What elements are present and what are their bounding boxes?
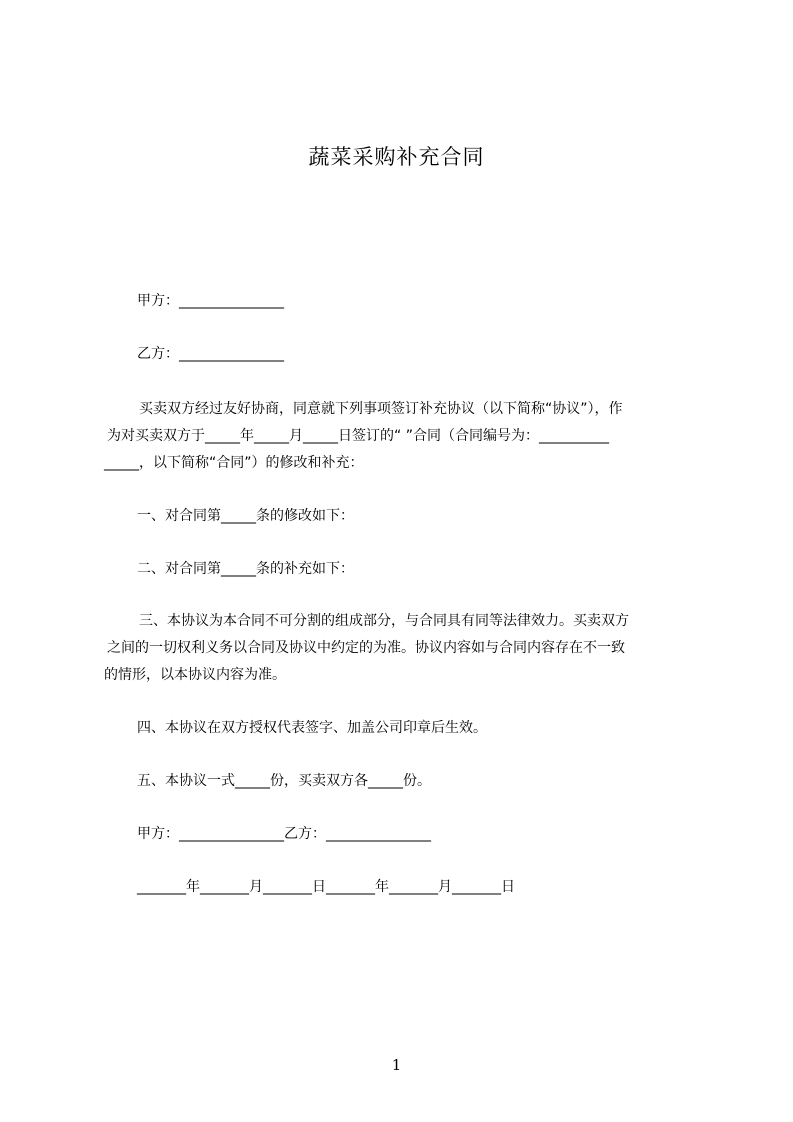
party-a-line: 甲方：_______________: [137, 293, 284, 309]
signature-parties: 甲方：_______________乙方：_______________: [137, 826, 431, 842]
clause-1: 一、对合同第_____条的修改如下：: [137, 508, 354, 524]
clause-3-line-1: 三、本协议为本合同不可分割的组成部分，与合同具有同等法律效力。买卖双方: [139, 613, 629, 629]
intro-line-1: 买卖双方经过友好协商，同意就下列事项签订补充协议（以下简称“协议”），作: [139, 401, 623, 417]
document-title: 蔬菜采购补充合同: [308, 145, 485, 169]
intro-line-2: 为对买卖双方于_____年_____月_____日签订的“ ”合同（合同编号为：__________: [107, 428, 609, 444]
page-number: 1: [391, 1056, 402, 1074]
clause-3-line-2: 之间的一切权利义务以合同及协议中约定的为准。协议内容如与合同内容存在不一致: [107, 640, 625, 656]
signature-dates: _______年_______月_______日_______年_______月_______日: [137, 879, 515, 895]
intro-line-3: _____，以下简称“合同”）的修改和补充：: [104, 455, 364, 471]
clause-5: 五、本协议一式_____份，买卖双方各_____份。: [137, 773, 431, 789]
clause-3-line-3: 的情形，以本协议内容为准。: [104, 667, 286, 683]
clause-2: 二、对合同第_____条的补充如下：: [137, 561, 354, 577]
clause-4: 四、本协议在双方授权代表签字、加盖公司印章后生效。: [137, 720, 487, 736]
party-b-line: 乙方：_______________: [137, 346, 284, 362]
